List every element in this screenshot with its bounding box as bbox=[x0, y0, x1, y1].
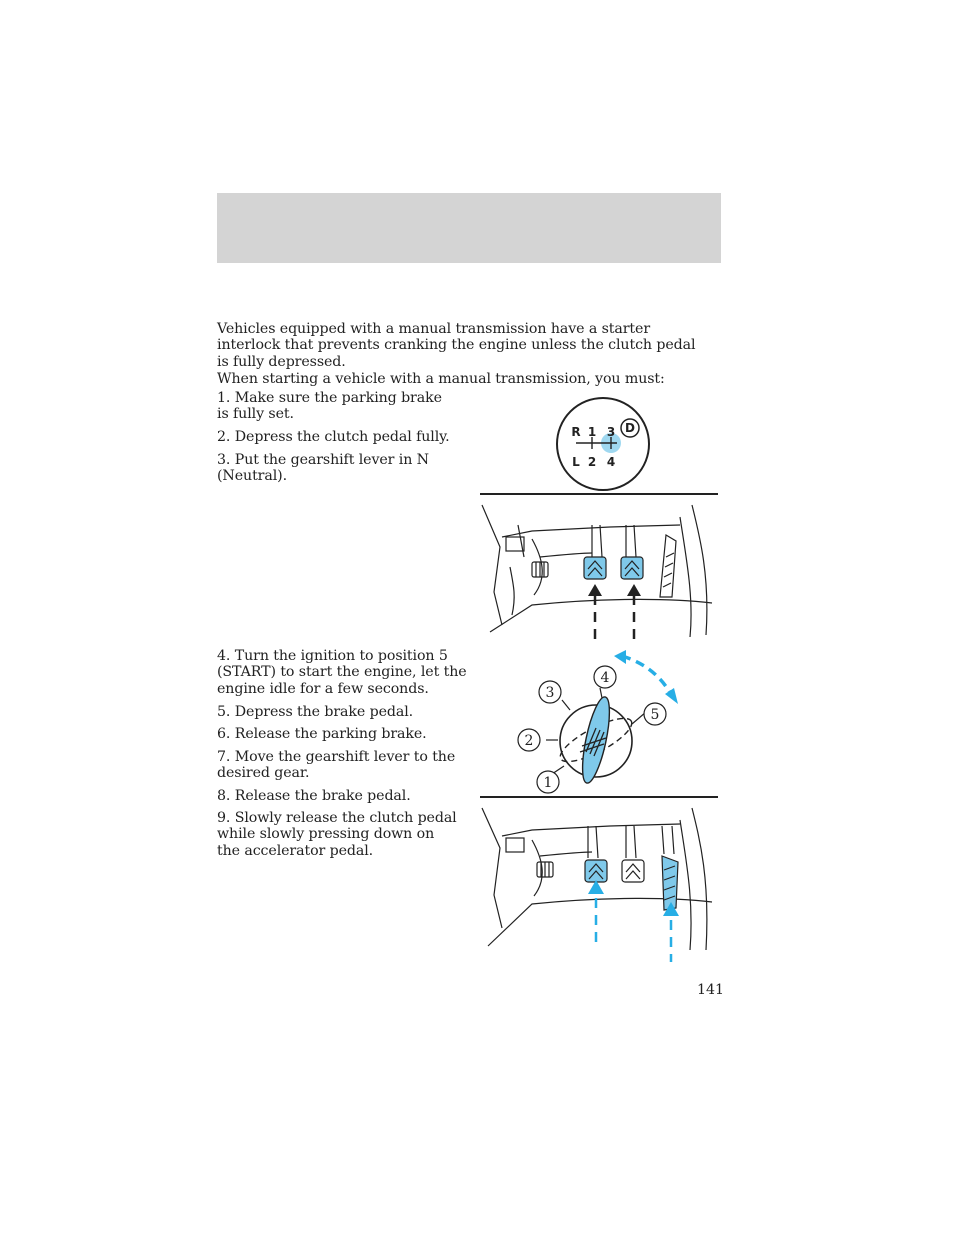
step-8: 8. Release the brake pedal. bbox=[217, 788, 411, 804]
step-3: 3. Put the gearshift lever in N (Neutral). bbox=[217, 452, 429, 485]
gearshift-diagram bbox=[555, 395, 655, 493]
gear-label-1: 1 bbox=[587, 425, 597, 439]
gear-label-2: 2 bbox=[587, 455, 597, 469]
intro-paragraph-2: When starting a vehicle with a manual transmission, you must: bbox=[217, 371, 665, 387]
intro-paragraph-1: Vehicles equipped with a manual transmission have a starter interlock that prevents cranking the engine unless the clutch pedal is fully depressed. bbox=[217, 321, 696, 370]
figure-divider-2 bbox=[480, 796, 718, 798]
ignition-label-2: 2 bbox=[524, 733, 534, 749]
figure-divider-1 bbox=[480, 493, 718, 495]
step-6: 6. Release the parking brake. bbox=[217, 726, 427, 742]
step-9: 9. Slowly release the clutch pedal while slowly pressing down on the accelerator pedal. bbox=[217, 810, 457, 859]
step-1: 1. Make sure the parking brake is fully set. bbox=[217, 390, 442, 423]
ignition-label-3: 3 bbox=[545, 685, 555, 701]
step-4: 4. Turn the ignition to position 5 (START) to start the engine, let the engine idle for a few seconds. bbox=[217, 648, 467, 697]
section-header-band bbox=[217, 193, 721, 263]
step-2: 2. Depress the clutch pedal fully. bbox=[217, 429, 450, 445]
gear-label-l: L bbox=[572, 455, 580, 469]
gear-label-4: 4 bbox=[606, 455, 616, 469]
pedals-depress-illustration bbox=[480, 497, 720, 639]
step-5: 5. Depress the brake pedal. bbox=[217, 704, 414, 720]
gear-label-3: 3 bbox=[606, 425, 616, 439]
ignition-label-4: 4 bbox=[600, 670, 610, 686]
ignition-label-5: 5 bbox=[650, 707, 660, 723]
step-7: 7. Move the gearshift lever to the desired gear. bbox=[217, 749, 456, 782]
gear-label-d: D bbox=[625, 421, 635, 435]
page-number: 141 bbox=[697, 982, 725, 998]
ignition-label-1: 1 bbox=[543, 775, 553, 791]
pedals-release-illustration bbox=[480, 800, 720, 962]
ignition-switch-diagram bbox=[510, 648, 710, 798]
gear-label-r: R bbox=[571, 425, 581, 439]
